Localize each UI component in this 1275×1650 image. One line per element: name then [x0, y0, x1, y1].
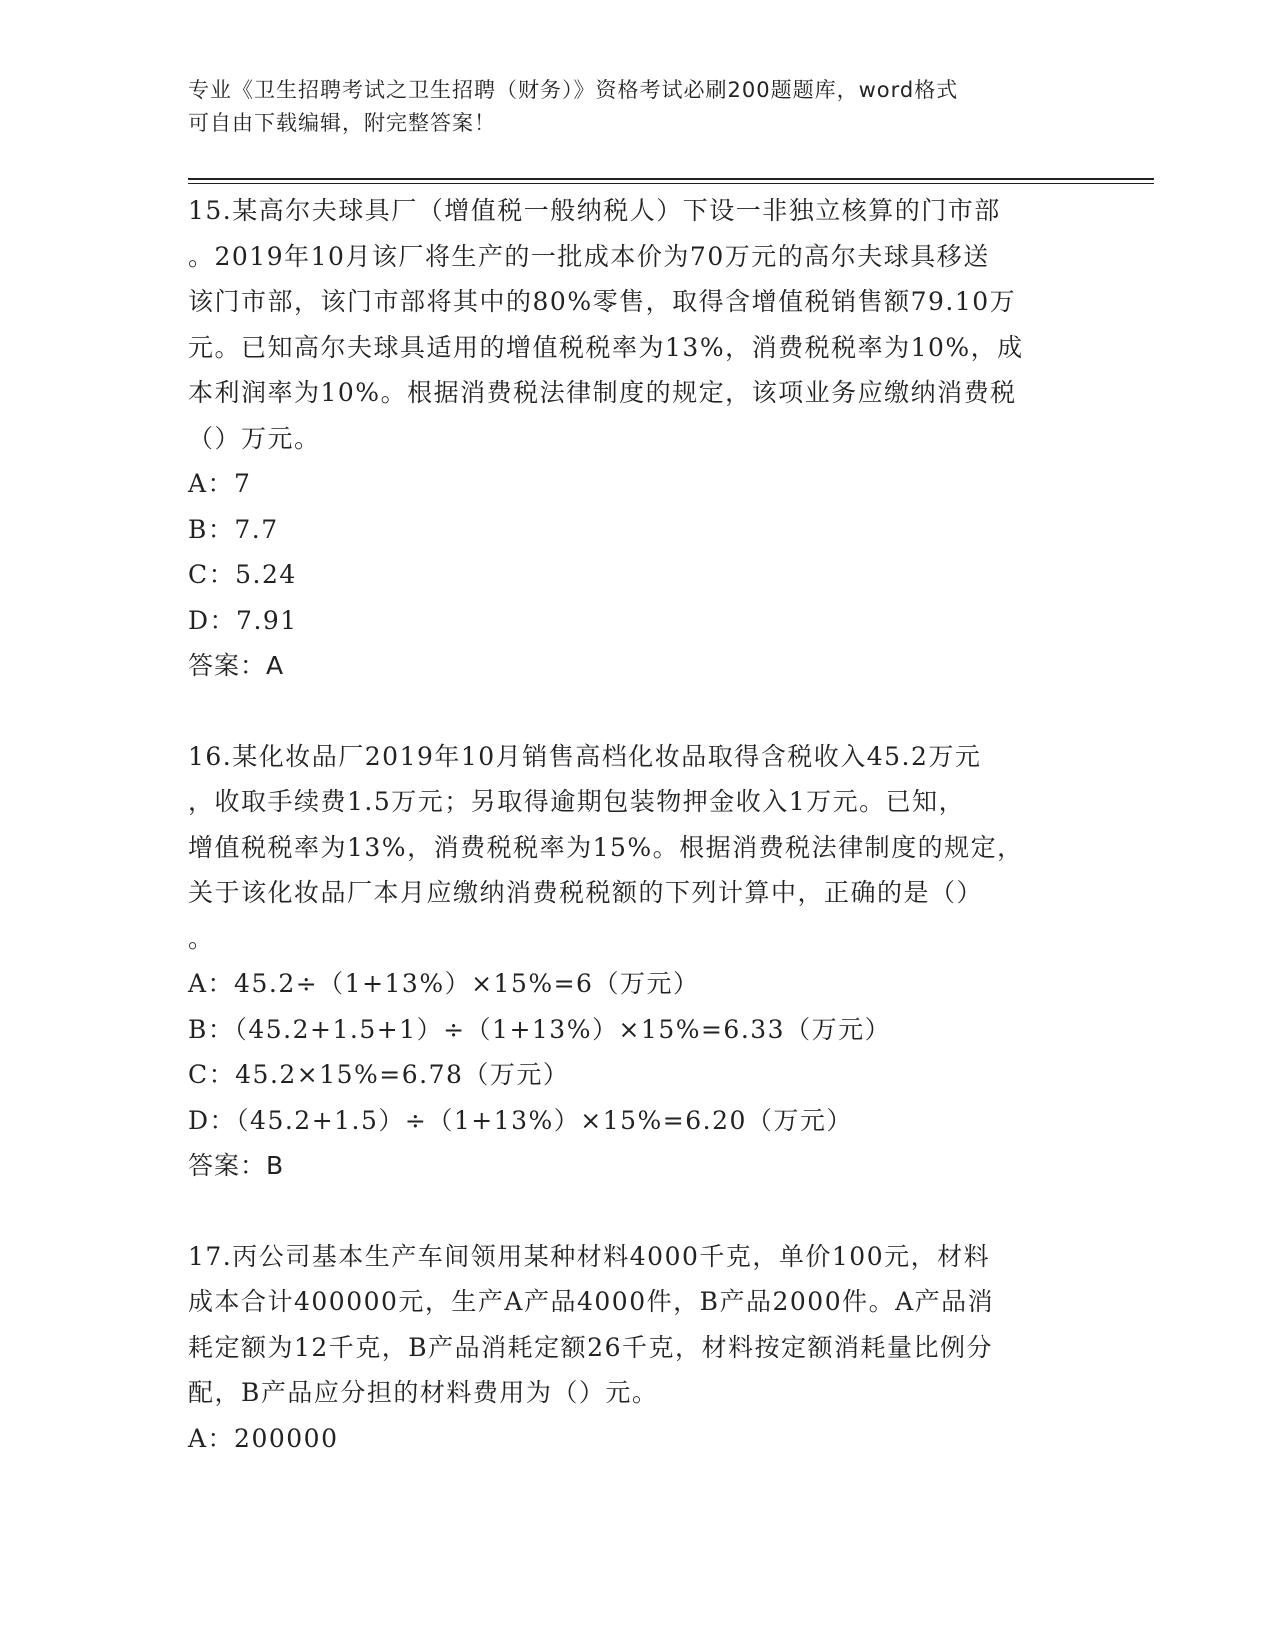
option-c: C：45.2×15%=6.78（万元）: [188, 1060, 570, 1089]
question-17: [188, 1234, 1088, 1462]
question-text-line: 。2019年10月该厂将生产的一批成本价为70万元的高尔夫球具移送: [188, 241, 990, 271]
question-text-line: 增值税税率为13%，消费税税率为15%。根据消费税法律制度的规定，: [188, 832, 1024, 862]
answer-label: 答案：A: [188, 651, 285, 680]
question-text-line: 17.丙公司基本生产车间领用某种材料4000千克，单价100元，材料: [188, 1241, 991, 1271]
question-text-line: 15.某高尔夫球具厂（增值税一般纳税人）下设一非独立核算的门市部: [188, 196, 1001, 225]
option-d: D：（45.2+1.5）÷（1+13%）×15%=6.20（万元）: [188, 1105, 853, 1135]
document-header: [188, 74, 1088, 140]
option-b: B：（45.2+1.5+1）÷（1+13%）×15%=6.33（万元）: [188, 1014, 892, 1044]
option-d: D：7.91: [188, 605, 298, 635]
question-15: [188, 188, 1088, 689]
question-text-line: 配，B产品应分担的材料费用为（）元。: [188, 1378, 659, 1407]
question-text-line: 耗定额为12千克，B产品消耗定额26千克，材料按定额消耗量比例分: [188, 1332, 993, 1362]
question-text-line: 本利润率为10%。根据消费税法律制度的规定，该项业务应缴纳消费税: [188, 378, 1017, 407]
option-a: A：45.2÷（1+13%）×15%=6（万元）: [188, 969, 700, 998]
question-text-line: 关于该化妆品厂本月应缴纳消费税税额的下列计算中，正确的是（）: [188, 878, 984, 907]
question-text-line: 该门市部，该门市部将其中的80%零售，取得含增值税销售额79.10万: [188, 287, 1017, 316]
question-text-line: ，收取手续费1.5万元；另取得逾期包装物押金收入1万元。已知，: [188, 787, 966, 816]
header-divider-thick: [188, 178, 1154, 180]
question-text-line: 。: [188, 923, 215, 953]
question-text-line: （）万元。: [188, 423, 321, 453]
header-line-1: 专业《卫生招聘考试之卫生招聘（财务）》资格考试必刷200题题库，word格式: [188, 78, 959, 102]
option-a: A：7: [188, 469, 252, 498]
question-text-line: 元。已知高尔夫球具适用的增值税税率为13%，消费税税率为10%，成: [188, 332, 1024, 362]
option-c: C：5.24: [188, 560, 297, 589]
option-a: A：200000: [188, 1423, 339, 1453]
question-list: [188, 188, 1088, 1461]
header-line-2: 可自由下载编辑，附完整答案！: [188, 111, 496, 135]
question-text-line: 16.某化妆品厂2019年10月销售高档化妆品取得含税收入45.2万元: [188, 741, 982, 771]
question-spacer: [188, 1189, 1088, 1234]
header-divider-thin: [188, 183, 1154, 184]
question-16: [188, 734, 1088, 1189]
question-spacer: [188, 689, 1088, 734]
option-b: B：7.7: [188, 514, 279, 544]
answer-label: 答案：B: [188, 1151, 285, 1180]
question-text-line: 成本合计400000元，生产A产品4000件，B产品2000件。A产品消: [188, 1287, 995, 1316]
